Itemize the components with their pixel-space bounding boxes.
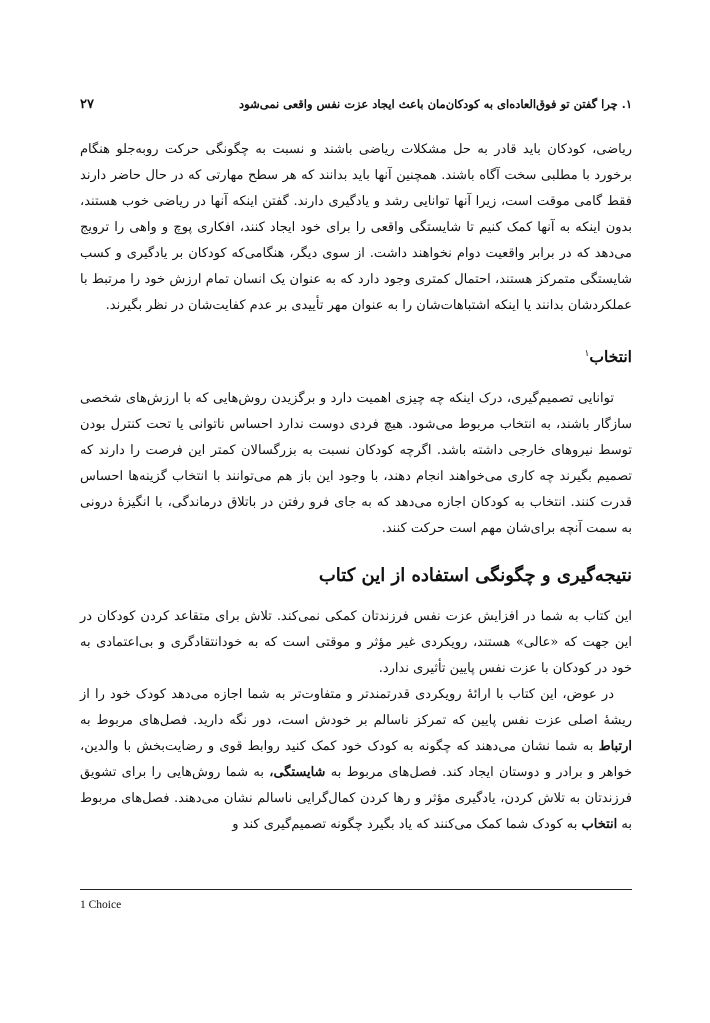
paragraph-book-usage [80,682,632,838]
chapter-title: ۱. چرا گفتن تو فوق‌العاده‌ای به کودکان‌مان باعث ایجاد عزت نفس واقعی نمی‌شود [239,97,632,111]
footnote-divider [80,889,632,890]
paragraph-math-competence: ریاضی، کودکان باید قادر به حل مشکلات ریاضی باشند و نسبت به چگونگی حرکت روبه‌جلو هنگام برخورد با مطلبی سخت آگاه باشند. همچنین آنها باید بدانند که هر سطح مهارتی که در حال حاضر دارند فقط گامی موقت است، زیرا آنها توانایی رشد و یادگیری دارند. گفتن اینکه آنها در ریاضی خوب هستند، بدون اینکه به آنها کمک کنیم تا شایستگی واقعی را برای خود ایجاد کنند، افکاری پوچ و واهی را ترویج می‌دهد که در برابر واقعیت دوام نخواهند داشت. از سوی دیگر، هنگامی‌که کودکان بر یادگیری و کسب شایستگی متمرکز هستند، احتمال کمتری وجود دارد که به عنوان یک انسان تمام ارزش خود را مرتبط با عملکردشان بدانند یا اینکه اشتباهات‌شان را به عنوان مهر تأییدی بر عدم کفایت‌شان در نظر بگیرند. [80,142,632,313]
keyword-choice: انتخاب [581,817,618,833]
page-number: ۲۷ [80,96,94,112]
paragraph-conclusion: این کتاب به شما در افزایش عزت نفس فرزندتان کمکی نمی‌کند. تلاش برای متقاعد کردن کودکان در این جهت که «عالی» هستند، رویکردی غیر مؤثر و موقتی است که به خودانتقادگری و بی‌اعتمادی به خود در کودکان با عزت نفس پایین تأثیری ندارد. [80,609,632,677]
footnote-mark: ۱ [584,349,590,359]
paragraph-book-usage-part-3: به شما روش‌هایی را برای تشویق فرزندتان به تلاش کردن، یادگیری مؤثر و رها کردن کمال‌گرایی ناسالم نشان می‌دهند. فصل‌های مربوط به [80,765,632,833]
body-text [80,137,632,838]
keyword-competence: شایستگی، [269,765,326,781]
book-page [80,0,632,1023]
paragraph-book-usage-part-1: در عوض، این کتاب با ارائهٔ رویکردی قدرتمندتر و متفاوت‌تر به شما اجازه می‌دهد کودک خود را از ریشهٔ اصلی عزت نفس پایین که تمرکز ناسالم بر خودش است، دور نگه دارید. فصل‌های مربوط به [80,687,632,729]
paragraph-book-usage-part-2: به شما نشان می‌دهند که چگونه به کودک خود کمک کنید روابط قوی و رضایت‌بخش با والدین، خواهر و برادر و دوستان ایجاد کند. فصل‌های مربوط به [80,739,632,781]
section-heading-choice-text: انتخاب [589,347,632,367]
footnote: 1 Choice [80,899,122,911]
section-heading-choice [80,341,632,370]
running-header [80,92,632,116]
paragraph-book-usage-part-4: به کودک شما کمک می‌کنند که یاد بگیرد چگونه تصمیم‌گیری کند و [232,817,578,833]
section-heading-conclusion: نتیجه‌گیری و چگونگی استفاده از این کتاب [318,565,632,587]
keyword-connection: ارتباط [598,739,632,755]
paragraph-choice: توانایی تصمیم‌گیری، درک اینکه چه چیزی اهمیت دارد و برگزیدن روش‌هایی که با ارزش‌های شخصی سازگار باشند، به انتخاب مربوط می‌شود. هیچ فردی دوست ندارد احساس ناتوانی یا تحت کنترل بودن توسط نیروهای خارجی داشته باشد. اگرچه کودکان نسبت به بزرگسالان کمتر این فرصت را دارند که تصمیم بگیرند چه کاری می‌خواهند انجام دهند، با وجود این باز هم می‌توانند با انتخاب گزینه‌ها احساس قدرت کنند. انتخاب به کودکان اجازه می‌دهد که به جای فرو رفتن در باتلاق درماندگی، با انگیزهٔ درونی به سمت آنچه برای‌شان مهم است حرکت کنند. [80,391,632,537]
